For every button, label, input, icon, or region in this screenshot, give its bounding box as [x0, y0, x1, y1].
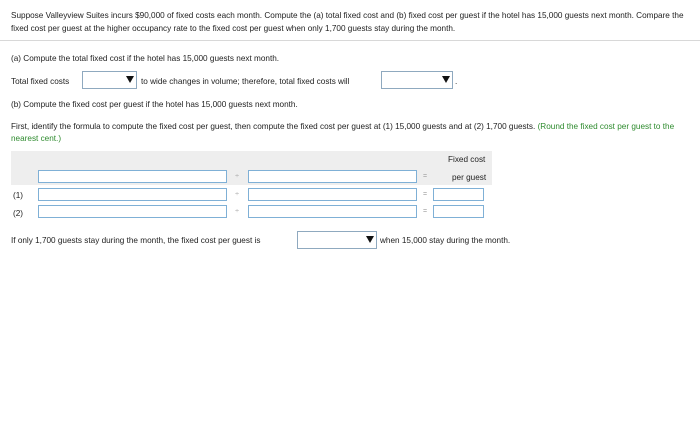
column-header-line2: per guest [452, 173, 487, 182]
row-1-result-input[interactable] [433, 188, 484, 201]
caret-down-icon [440, 72, 452, 88]
divide-symbol: ÷ [235, 173, 239, 180]
divide-symbol: ÷ [235, 191, 239, 198]
equals-symbol: = [422, 191, 428, 198]
caret-down-icon [364, 232, 376, 248]
period: . [455, 77, 458, 86]
total-fixed-costs-dropdown[interactable] [82, 71, 137, 89]
formula-numerator-input[interactable] [38, 170, 227, 183]
row-1-fixed-costs-input[interactable] [38, 188, 227, 201]
conclusion-text-before: If only 1,700 guests stay during the month, the fixed cost per guest is [11, 236, 261, 245]
row-1-label: (1) [13, 191, 24, 200]
part-a-heading: (a) Compute the total fixed cost if the hotel has 15,000 guests next month. [11, 54, 280, 63]
equals-symbol: = [422, 173, 428, 180]
column-header-line1: Fixed cost [448, 155, 486, 164]
part-b-instruction-block [11, 121, 691, 145]
row-2-guests-input[interactable] [248, 205, 417, 218]
total-fixed-costs-will-dropdown[interactable] [381, 71, 453, 89]
part-b-heading: (b) Compute the fixed cost per guest if the hotel has 15,000 guests next month. [11, 100, 298, 109]
caret-down-icon [124, 72, 136, 88]
conclusion-text-after: when 15,000 stay during the month. [380, 236, 511, 245]
part-a-middle-text: to wide changes in volume; therefore, total fixed costs will [141, 77, 350, 86]
divide-symbol: ÷ [235, 208, 239, 215]
cost-comparison-dropdown[interactable] [297, 231, 377, 249]
row-1-guests-input[interactable] [248, 188, 417, 201]
rounding-note: (Round the fixed cost per guest to the nearest cent.) [11, 122, 675, 143]
problem-statement: Suppose Valleyview Suites incurs $90,000 of fixed costs each month. Compute the (a) total fixed cost and (b) fixed cost per guest if the hotel has 15,000 guests next month. Compare the fixed cost per guest at the higher occupancy rate to the fixed cost per guest when only 1,700 guests stay during the month. [11, 11, 684, 33]
row-2-result-input[interactable] [433, 205, 484, 218]
formula-denominator-input[interactable] [248, 170, 417, 183]
divider [0, 40, 700, 41]
part-b-instruction: First, identify the formula to compute the fixed cost per guest, then compute the fixed cost per guest at (1) 15,000 guests and at (2) 1,700 guests. [11, 122, 536, 131]
equals-symbol: = [422, 208, 428, 215]
row-2-label: (2) [13, 209, 24, 218]
row-2-fixed-costs-input[interactable] [38, 205, 227, 218]
total-fixed-costs-label: Total fixed costs [11, 77, 70, 86]
